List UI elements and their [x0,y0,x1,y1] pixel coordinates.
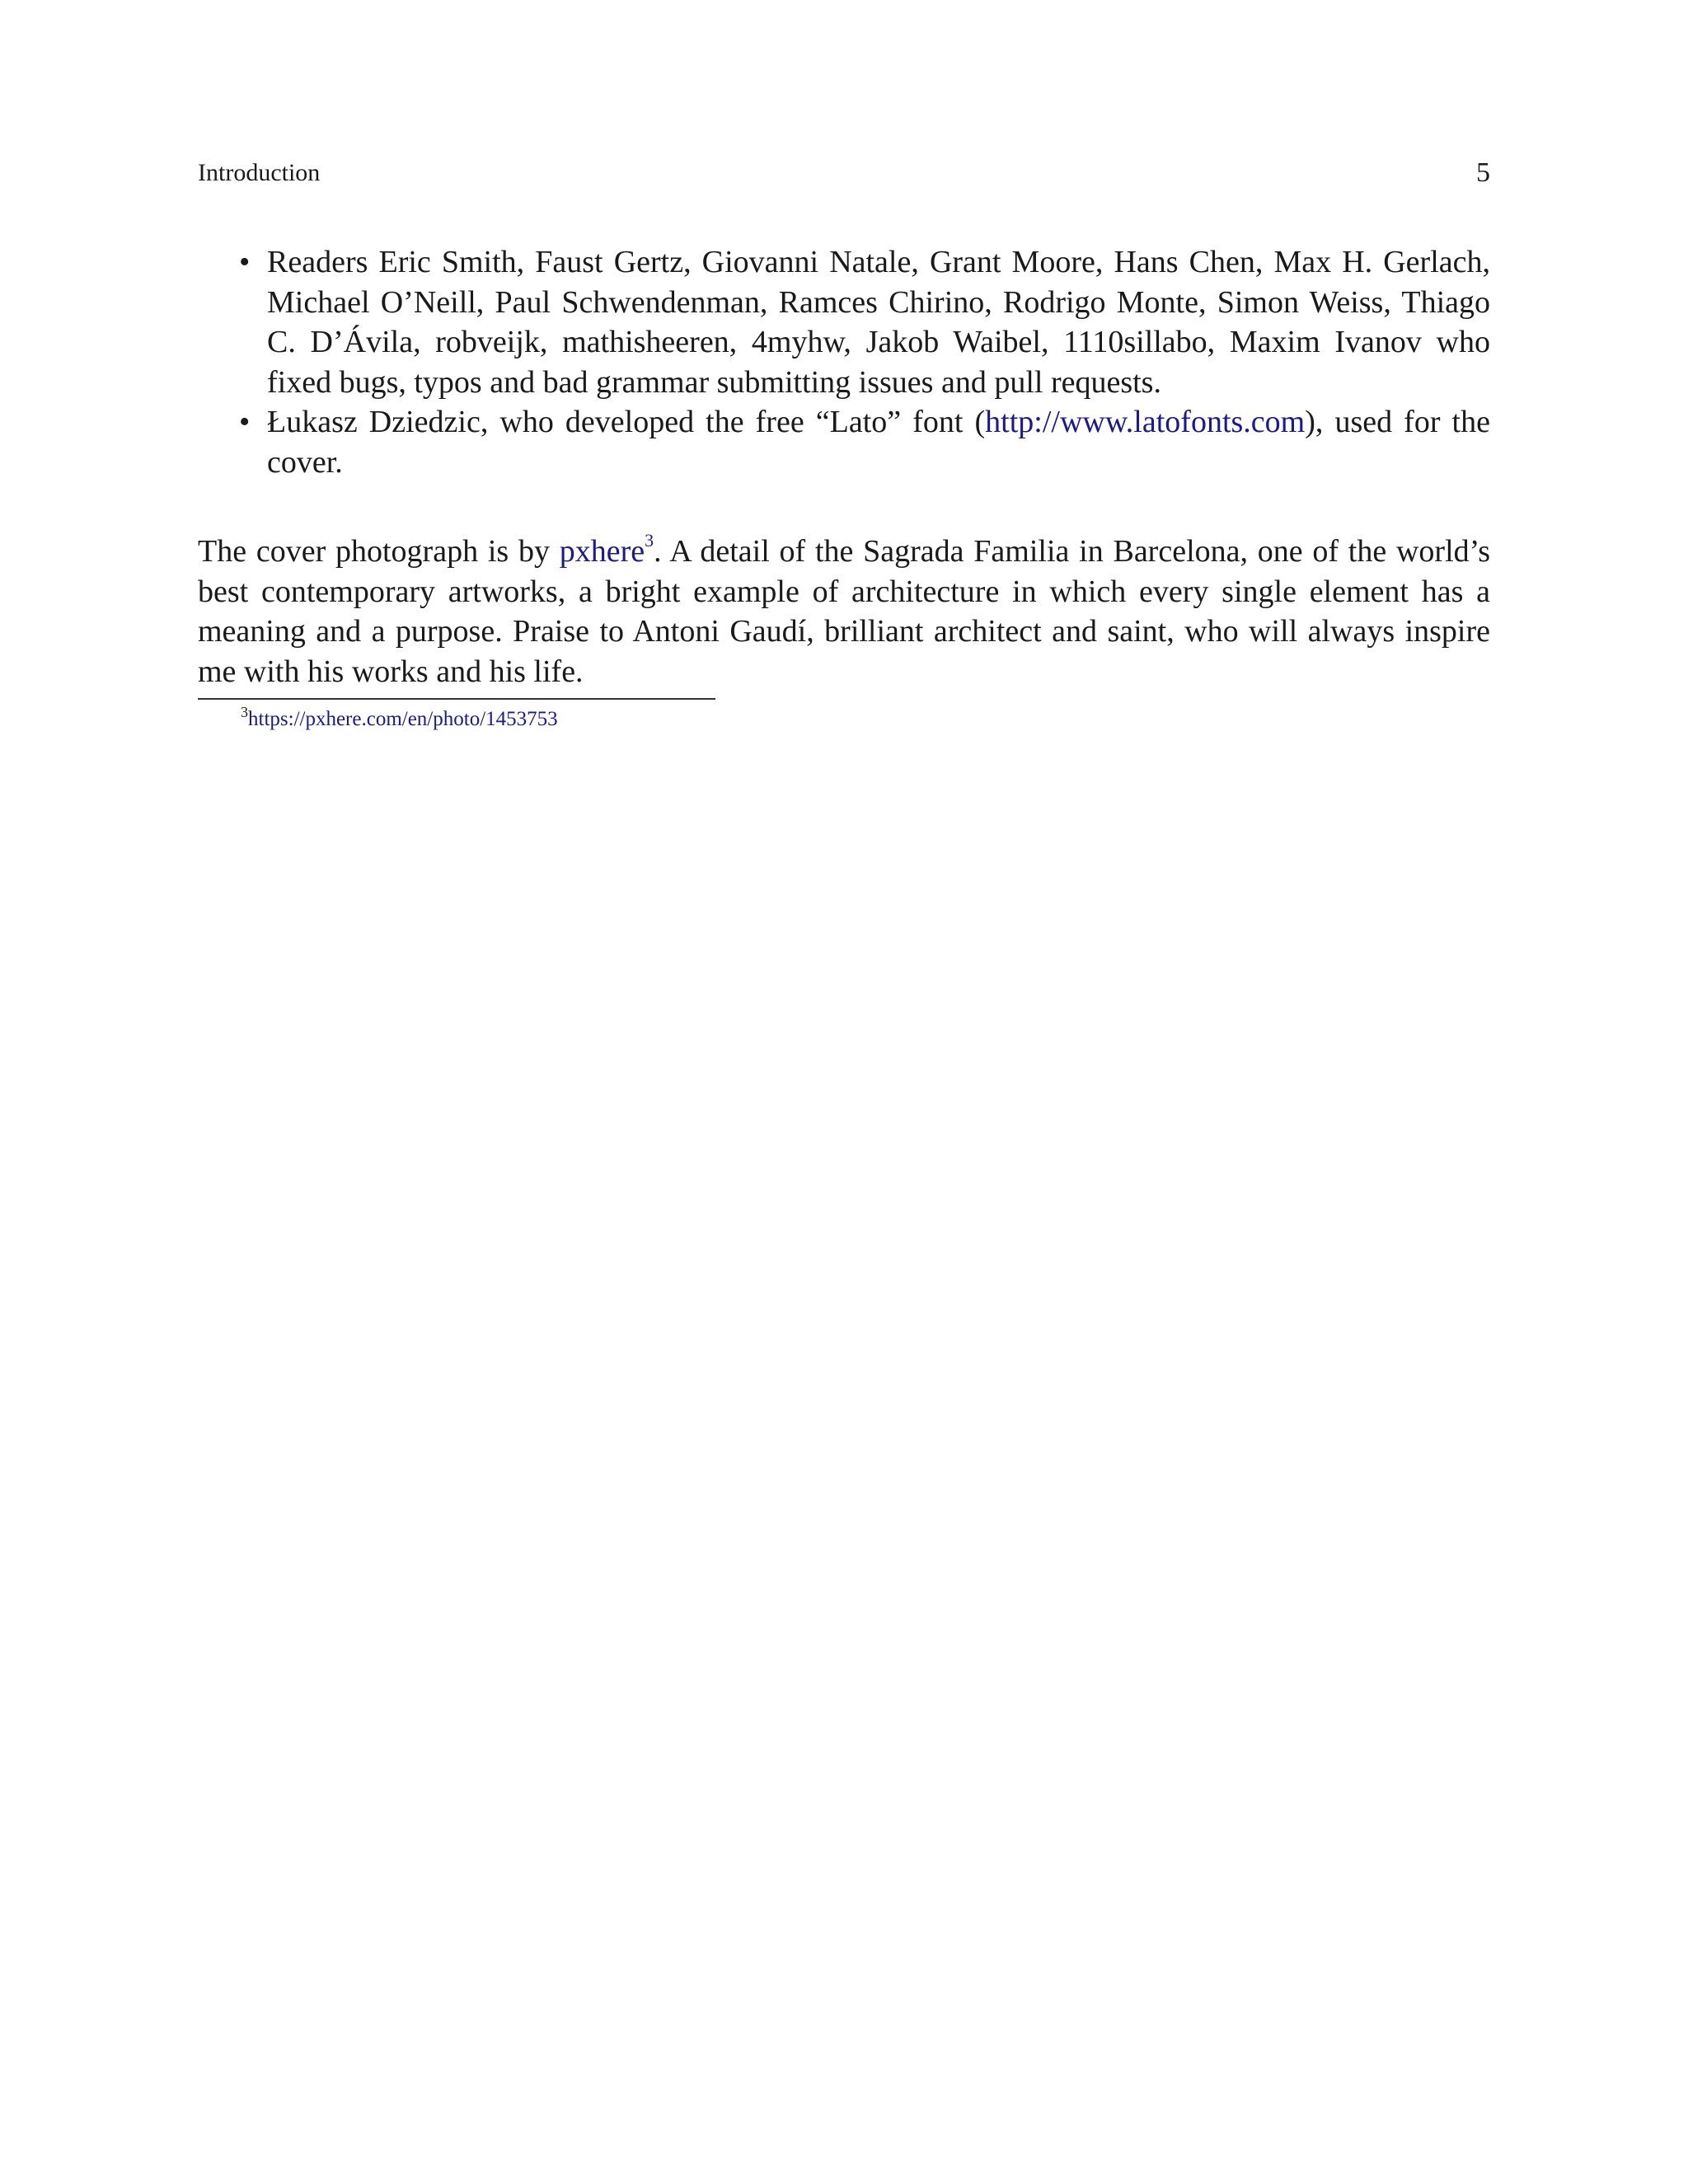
footnote-divider [198,698,715,700]
header-section-title: Introduction [198,159,321,186]
footnote-url-link[interactable]: https://pxhere.com/en/photo/1453753 [248,708,558,730]
list-item-text: Readers Eric Smith, Faust Gertz, Giovanni Natale, Grant Moore, Hans Chen, Max H. Gerlach, Michael O’Neill, Paul Schwendenman, Ramces Chirino, Rodrigo Monte, Simon Weiss, Thiago C. D’Ávila, robveijk, mathisheeren, 4myhw, Jakob Waibel, 1110sillabo, Maxim Ivanov who fixed bugs, typos and bad grammar submitting issues and pull requests. [267,245,1490,400]
cover-paragraph [198,532,1490,691]
list-item [198,242,1490,402]
page-body [198,242,1490,691]
page-number: 5 [1476,157,1490,188]
bullet: • [239,405,251,439]
footnote-mark: 3 [241,704,248,720]
bullet: • [239,245,251,279]
paragraph-text: . A detail of the Sagrada Familia in Barcelona, one of the world’s best contemporary artworks, a bright example of architecture in which every single element has a meaning and a purpose. Praise to Antoni Gaudí, brilliant architect and saint, who will always inspire me with his works and his life. [198,534,1490,689]
running-header [198,157,1490,190]
footnote [241,705,558,733]
pxhere-link-text[interactable]: pxhere [559,534,645,569]
paragraph-text: The cover photograph is by [198,534,560,569]
lato-fonts-link[interactable]: http://www.latofonts.com [985,405,1306,439]
acknowledgements-list [198,242,1490,482]
footnote-reference[interactable]: 3 [645,530,654,551]
pxhere-link[interactable] [559,530,654,569]
list-item-text: Łukasz Dziedzic, who developed the free “Lato” font ( [267,405,986,439]
list-item [198,402,1490,482]
list-item-text: ), used for the cover. [267,405,1490,480]
